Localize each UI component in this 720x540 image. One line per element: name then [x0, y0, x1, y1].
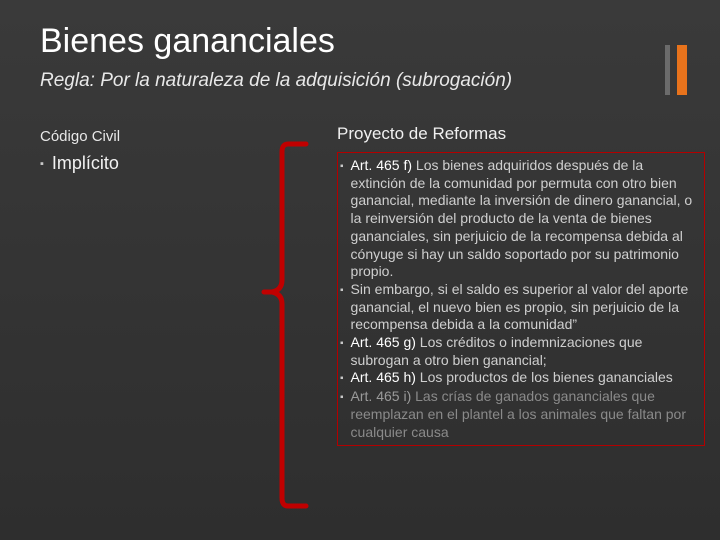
bullet-icon: ▪: [340, 284, 344, 296]
accent-bar: [665, 45, 670, 95]
article-text: Los productos de los bienes gananciales: [415, 369, 673, 386]
article-text: Sin embargo, si el saldo es superior al valor del aporte ganancial, el nuevo bien es propio, sin perjuicio de la recompensa debida a la comunidad”: [350, 280, 689, 333]
list-item: [340, 157, 696, 281]
left-column: [40, 128, 260, 174]
article-text: Las crías de ganados gananciales que reemplazan en el plantel a los animales que faltan por cualquier causa: [350, 388, 686, 440]
article-label: Art. 465 g): [350, 334, 416, 351]
bullet-icon: ▪: [340, 161, 344, 172]
list-item: [340, 281, 696, 334]
accent-block: [677, 45, 687, 95]
article-text: Los créditos o indemnizaciones que subrogan a otro bien ganancial;: [350, 334, 643, 368]
bullet-icon: ▪: [340, 392, 344, 404]
bullet-icon: ▪: [340, 338, 344, 350]
list-item: [340, 334, 696, 369]
right-column: [337, 124, 705, 446]
left-item: [40, 153, 260, 174]
bracket-icon: [258, 140, 310, 510]
article-label: Art. 465 i): [350, 388, 412, 405]
article-label: Art. 465 f): [350, 157, 413, 173]
article-label: Art. 465 h): [350, 369, 416, 386]
article-text: Los bienes adquiridos después de la extinción de la comunidad por permuta con otro bien ganancial, mediante la inversión de dinero ganancial, o la reinversión del producto de la venta de bienes gananciales, sin perjuicio de la recompensa debida al cónyuge si hay un saldo soportado por su patrimonio propio.: [350, 157, 693, 280]
left-heading: Código Civil: [40, 128, 121, 145]
left-item-label: Implícito: [51, 153, 119, 173]
reform-list: [337, 152, 705, 446]
slide-title: Bienes gananciales: [40, 22, 335, 60]
list-item: [340, 388, 696, 441]
bullet-icon: ▪: [40, 157, 44, 170]
right-heading: Proyecto de Reformas: [337, 124, 507, 143]
slide-subtitle: Regla: Por la naturaleza de la adquisición (subrogación): [40, 70, 513, 91]
list-item: [340, 369, 696, 388]
bullet-icon: ▪: [340, 373, 344, 385]
